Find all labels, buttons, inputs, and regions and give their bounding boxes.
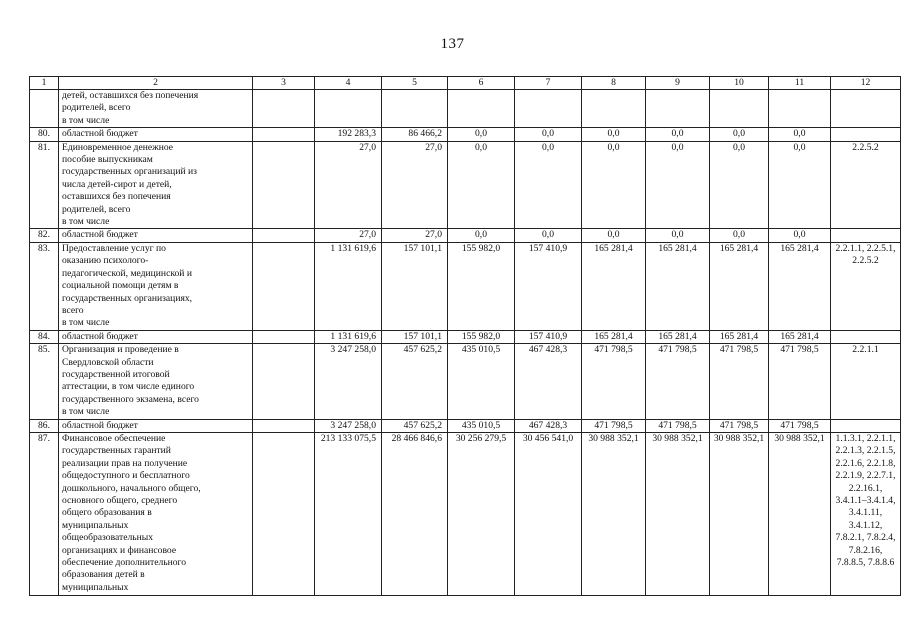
reference-line: 2.2.1.1 <box>852 344 879 356</box>
value-cell: 157 101,1 <box>382 242 448 330</box>
row-number: 81. <box>30 141 59 229</box>
value-cell: 471 798,5 <box>710 419 769 432</box>
column-3-cell <box>253 229 315 242</box>
reference-cell <box>831 419 901 432</box>
row-name-line: реализации прав на получение <box>62 457 188 469</box>
reference-line: 2.2.5.2 <box>852 255 879 267</box>
value-cell: 0,0 <box>448 128 515 141</box>
value-cell <box>515 90 582 128</box>
row-name-line: Предоставление услуг по <box>62 242 166 254</box>
value-cell: 165 281,4 <box>646 242 710 330</box>
value-cell: 0,0 <box>582 128 646 141</box>
value-cell: 165 281,4 <box>710 242 769 330</box>
reference-line: 7.8.8.5, 7.8.8.6 <box>836 557 895 569</box>
column-number-cell: 10 <box>710 77 769 90</box>
column-3-cell <box>253 128 315 141</box>
row-name-line: муниципальных <box>62 519 129 531</box>
table-row <box>30 242 901 330</box>
row-number: 80. <box>30 128 59 141</box>
row-name-line: родителей, всего <box>62 203 131 215</box>
row-name-line: основного общего, среднего <box>62 495 178 506</box>
row-number: 83. <box>30 242 59 330</box>
value-cell: 467 428,3 <box>515 344 582 419</box>
row-name-line: Единовременное денежное <box>62 141 174 153</box>
row-name <box>59 128 253 141</box>
value-cell: 0,0 <box>710 229 769 242</box>
value-cell: 471 798,5 <box>710 344 769 419</box>
reference-line: 2.2.1.9, 2.2.7.1, <box>835 470 896 482</box>
column-number-cell: 12 <box>831 77 901 90</box>
row-name <box>59 344 253 419</box>
row-name-line: областной бюджет <box>62 330 138 342</box>
column-number-cell: 1 <box>30 77 59 90</box>
value-cell: 0,0 <box>515 128 582 141</box>
row-name-line: пособие выпускникам <box>62 154 153 166</box>
value-cell: 27,0 <box>315 229 382 242</box>
row-name <box>59 242 253 330</box>
value-cell: 0,0 <box>769 229 831 242</box>
row-number: 87. <box>30 432 59 595</box>
value-cell: 0,0 <box>448 141 515 229</box>
column-number-cell: 5 <box>382 77 448 90</box>
reference-cell <box>831 229 901 242</box>
value-cell: 165 281,4 <box>710 330 769 343</box>
value-cell: 1 131 619,6 <box>315 330 382 343</box>
value-cell: 28 466 846,6 <box>382 432 448 595</box>
row-name-line: в том числе <box>62 317 110 329</box>
reference-cell <box>831 90 901 128</box>
row-name <box>59 432 253 595</box>
value-cell: 471 798,5 <box>646 344 710 419</box>
table-row <box>30 432 901 595</box>
value-cell: 30 988 352,1 <box>582 432 646 595</box>
value-cell: 165 281,4 <box>769 242 831 330</box>
value-cell: 471 798,5 <box>582 344 646 419</box>
table-row <box>30 141 901 229</box>
reference-line: 3.4.1.1–3.4.1.4, <box>835 495 896 506</box>
row-name-line: аттестации, в том числе единого <box>62 381 195 393</box>
row-name-line: оставшихся без попечения <box>62 191 171 203</box>
reference-line: 7.8.2.1, 7.8.2.4, <box>835 532 896 544</box>
reference-line: 2.2.5.2 <box>852 141 879 153</box>
reference-line: 2.2.1.3, 2.2.1.5, <box>835 445 896 457</box>
value-cell: 30 988 352,1 <box>769 432 831 595</box>
column-3-cell <box>253 344 315 419</box>
column-number-cell: 6 <box>448 77 515 90</box>
row-name-line: числа детей-сирот и детей, <box>62 178 172 190</box>
value-cell: 1 131 619,6 <box>315 242 382 330</box>
row-name-line: государственных организациях, <box>62 292 193 304</box>
reference-cell <box>831 128 901 141</box>
column-3-cell <box>253 141 315 229</box>
row-name-line: Свердловской области <box>62 356 154 368</box>
row-name-line: дошкольного, начального общего, <box>62 482 201 494</box>
value-cell <box>382 90 448 128</box>
value-cell <box>646 90 710 128</box>
value-cell: 471 798,5 <box>769 344 831 419</box>
row-name-line: образования детей в <box>62 569 145 581</box>
value-cell: 0,0 <box>646 229 710 242</box>
row-name-line: оказанию психолого- <box>62 255 149 267</box>
reference-line: 2.2.1.6, 2.2.1.8, <box>835 457 896 469</box>
row-name <box>59 90 253 128</box>
value-cell: 0,0 <box>710 141 769 229</box>
column-number-row <box>30 77 901 90</box>
row-name-line: государственного экзамена, всего <box>62 393 199 405</box>
value-cell: 27,0 <box>382 141 448 229</box>
value-cell: 0,0 <box>769 128 831 141</box>
value-cell <box>315 90 382 128</box>
value-cell: 0,0 <box>646 128 710 141</box>
reference-cell <box>831 432 901 595</box>
row-name-line: областной бюджет <box>62 419 138 431</box>
value-cell: 165 281,4 <box>582 330 646 343</box>
value-cell: 435 010,5 <box>448 344 515 419</box>
row-name-line: всего <box>62 304 84 316</box>
column-number-cell: 2 <box>59 77 253 90</box>
row-name-line: общеобразовательных <box>62 532 153 544</box>
row-name <box>59 141 253 229</box>
value-cell: 30 256 279,5 <box>448 432 515 595</box>
table-row <box>30 330 901 343</box>
value-cell: 0,0 <box>710 128 769 141</box>
value-cell: 471 798,5 <box>582 419 646 432</box>
reference-cell <box>831 242 901 330</box>
value-cell: 0,0 <box>582 229 646 242</box>
column-3-cell <box>253 419 315 432</box>
value-cell <box>710 90 769 128</box>
page-number: 137 <box>440 36 465 52</box>
column-3-cell <box>253 330 315 343</box>
table-row <box>30 128 901 141</box>
row-number: 82. <box>30 229 59 242</box>
table-row <box>30 90 901 128</box>
column-number-cell: 8 <box>582 77 646 90</box>
value-cell: 192 283,3 <box>315 128 382 141</box>
reference-cell <box>831 330 901 343</box>
column-number-cell: 3 <box>253 77 315 90</box>
column-number-cell: 11 <box>769 77 831 90</box>
value-cell: 471 798,5 <box>646 419 710 432</box>
value-cell: 155 982,0 <box>448 242 515 330</box>
reference-cell <box>831 141 901 229</box>
row-name-line: организациях и финансовое <box>62 544 177 556</box>
reference-cell <box>831 344 901 419</box>
row-name-line: государственных гарантий <box>62 445 171 457</box>
row-name-line: областной бюджет <box>62 229 138 241</box>
column-3-cell <box>253 242 315 330</box>
row-name-line: родителей, всего <box>62 102 131 114</box>
row-name-line: областной бюджет <box>62 128 138 140</box>
value-cell: 0,0 <box>582 141 646 229</box>
value-cell: 30 988 352,1 <box>646 432 710 595</box>
reference-line: 3.4.1.11, <box>848 507 883 519</box>
value-cell: 471 798,5 <box>769 419 831 432</box>
value-cell: 435 010,5 <box>448 419 515 432</box>
value-cell: 3 247 258,0 <box>315 419 382 432</box>
value-cell: 0,0 <box>448 229 515 242</box>
value-cell: 0,0 <box>515 229 582 242</box>
reference-line: 7.8.2.16, <box>848 544 883 556</box>
row-name-line: государственной итоговой <box>62 368 170 380</box>
value-cell: 30 456 541,0 <box>515 432 582 595</box>
table-row <box>30 229 901 242</box>
value-cell: 0,0 <box>646 141 710 229</box>
value-cell <box>769 90 831 128</box>
row-name-line: общедоступного и бесплатного <box>62 470 190 482</box>
column-3-cell <box>253 90 315 128</box>
value-cell: 165 281,4 <box>769 330 831 343</box>
reference-line: 2.2.16.1, <box>848 482 883 494</box>
column-number-cell: 4 <box>315 77 382 90</box>
row-name <box>59 229 253 242</box>
row-name-line: Финансовое обеспечение <box>62 432 166 444</box>
table-row <box>30 344 901 419</box>
row-name-line: общего образования в <box>62 507 152 519</box>
reference-line: 3.4.1.12, <box>848 519 883 531</box>
value-cell: 457 625,2 <box>382 419 448 432</box>
value-cell <box>448 90 515 128</box>
value-cell: 457 625,2 <box>382 344 448 419</box>
budget-table <box>29 76 901 596</box>
table-row <box>30 419 901 432</box>
reference-line: 1.1.3.1, 2.2.1.1, <box>835 432 896 444</box>
row-number: 85. <box>30 344 59 419</box>
row-name-line: в том числе <box>62 406 110 418</box>
value-cell: 157 410,9 <box>515 330 582 343</box>
row-number: 84. <box>30 330 59 343</box>
value-cell: 0,0 <box>769 141 831 229</box>
row-number: 86. <box>30 419 59 432</box>
column-3-cell <box>253 432 315 595</box>
row-name-line: педагогической, медицинской и <box>62 267 192 279</box>
value-cell: 165 281,4 <box>582 242 646 330</box>
value-cell: 0,0 <box>515 141 582 229</box>
row-name-line: в том числе <box>62 216 110 228</box>
row-name-line: государственных организаций из <box>62 166 197 178</box>
row-name-line: детей, оставшихся без попечения <box>62 90 199 101</box>
row-name-line: социальной помощи детям в <box>62 280 179 292</box>
value-cell: 3 247 258,0 <box>315 344 382 419</box>
value-cell: 27,0 <box>315 141 382 229</box>
value-cell <box>582 90 646 128</box>
column-number-cell: 9 <box>646 77 710 90</box>
value-cell: 467 428,3 <box>515 419 582 432</box>
row-name-line: Организация и проведение в <box>62 344 179 356</box>
value-cell: 27,0 <box>382 229 448 242</box>
value-cell: 86 466,2 <box>382 128 448 141</box>
row-number <box>30 90 59 128</box>
value-cell: 157 101,1 <box>382 330 448 343</box>
value-cell: 157 410,9 <box>515 242 582 330</box>
row-name <box>59 330 253 343</box>
reference-line: 2.2.1.1, 2.2.5.1, <box>835 242 896 254</box>
column-number-cell: 7 <box>515 77 582 90</box>
value-cell: 165 281,4 <box>646 330 710 343</box>
value-cell: 155 982,0 <box>448 330 515 343</box>
row-name <box>59 419 253 432</box>
row-name-line: муниципальных <box>62 581 129 593</box>
row-name-line: обеспечение дополнительного <box>62 557 187 569</box>
row-name-line: в том числе <box>62 114 110 126</box>
value-cell: 30 988 352,1 <box>710 432 769 595</box>
value-cell: 213 133 075,5 <box>315 432 382 595</box>
